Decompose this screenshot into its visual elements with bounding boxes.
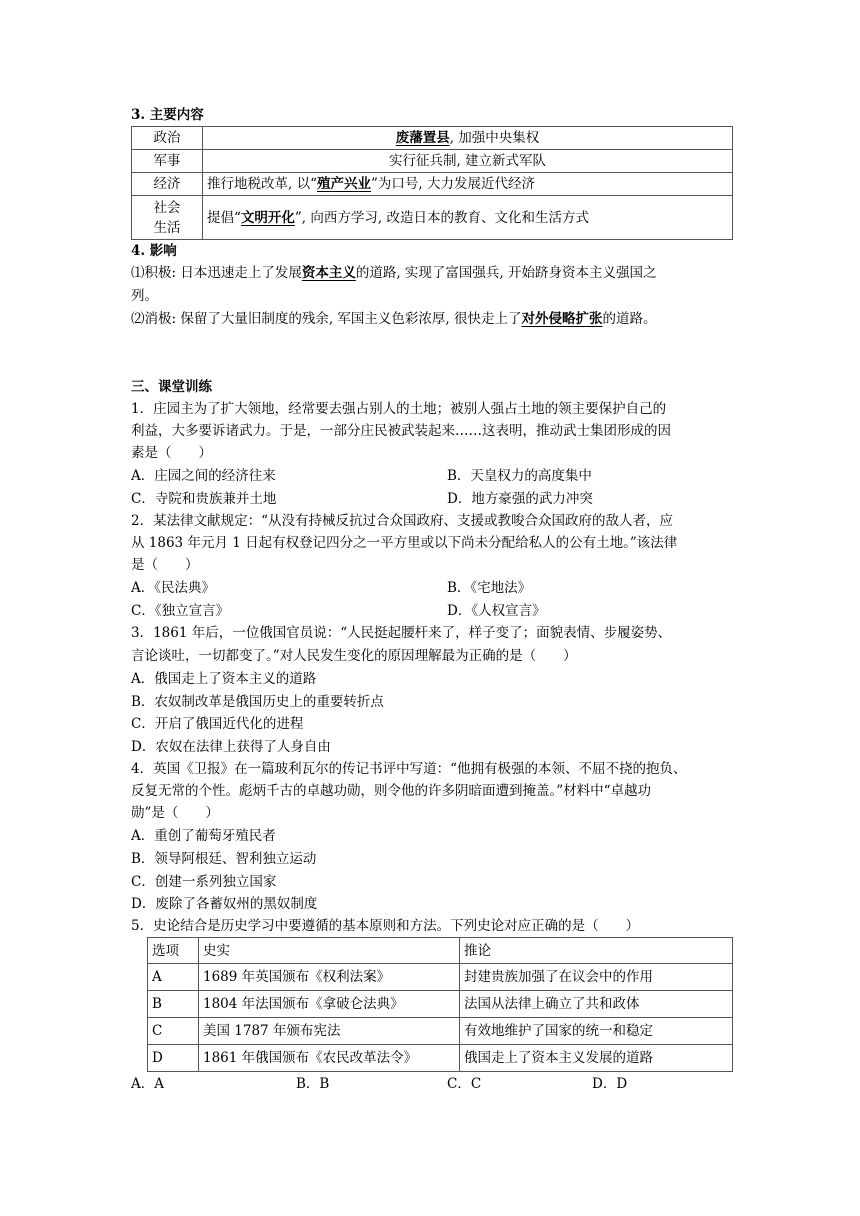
impact-positive-cont: 列。	[131, 288, 158, 304]
cell: 1861 年俄国颁布《农民改革法令》	[199, 1045, 460, 1072]
cell: 1804 年法国颁布《拿破仑法典》	[199, 991, 460, 1018]
table-header-row	[148, 938, 733, 964]
q4-option-b: B．领导阿根廷、智利独立运动	[131, 851, 317, 867]
q1-option-a: A．庄园之间的经济往来	[131, 468, 276, 484]
q1-option-c: C．寺院和贵族兼并土地	[131, 491, 277, 507]
question-4-line: 反复无常的个性。彪炳千古的卓越功勋，则令他的许多阴暗面遭到掩盖。”材料中“卓越功	[131, 783, 652, 799]
impact-negative: ⑵消极: 保留了大量旧制度的残余, 军国主义色彩浓厚, 很快走上了对外侵略扩张的道路。	[131, 311, 657, 327]
question-1-line: 素是（ ）	[131, 445, 212, 461]
q2-option-d: D．《人权宣言》	[447, 603, 546, 619]
question-5-line: 5．史论结合是历史学习中要遵循的基本原则和方法。下列史论对应正确的是（ ）	[131, 918, 640, 934]
q5-option-d: D．D	[592, 1076, 628, 1092]
table-row	[148, 1045, 733, 1072]
cell: 封建贵族加强了在议会中的作用	[460, 964, 733, 991]
q4-option-a: A．重创了葡萄牙殖民者	[131, 828, 276, 844]
cell: 法国从法律上确立了共和政体	[460, 991, 733, 1018]
q5-option-a: A．A	[131, 1076, 164, 1092]
row-value: 实行征兵制, 建立新式军队	[203, 150, 733, 173]
q2-option-a: A．《民法典》	[131, 580, 215, 596]
question-2-line: 是（ ）	[131, 557, 199, 573]
q3-option-a: A．俄国走上了资本主义的道路	[131, 671, 317, 687]
table-row	[132, 196, 733, 240]
col-header: 史实	[199, 938, 460, 964]
cell: 俄国走上了资本主义发展的道路	[460, 1045, 733, 1072]
impact-positive: ⑴积极: 日本迅速走上了发展资本主义的道路, 实现了富国强兵, 开始跻身资本主义强国之	[131, 265, 657, 281]
q4-option-d: D．废除了各蓄奴州的黑奴制度	[131, 896, 318, 912]
table-row	[132, 150, 733, 173]
question-1-line: 利益，大多要诉诸武力。于是，一部分庄民被武装起来……这表明，推动武士集团形成的因	[131, 423, 671, 439]
q1-option-b: B．天皇权力的高度集中	[447, 468, 592, 484]
question-4-line: 4．英国《卫报》在一篇玻利瓦尔的传记书评中写道：“他拥有极强的本领、不屈不挠的抱负、	[131, 761, 687, 777]
q2-option-b: B．《宅地法》	[447, 580, 532, 596]
row-key: 政治	[132, 127, 203, 150]
question-1-line: 1．庄园主为了扩大领地，经常要去强占别人的土地；被别人强占土地的领主要保护自己的	[131, 401, 667, 417]
cell: B	[148, 991, 199, 1018]
row-key: 经济	[132, 173, 203, 196]
table-row	[132, 173, 733, 196]
q2-option-c: C．《独立宣言》	[131, 603, 230, 619]
table-row	[148, 964, 733, 991]
question-4-line: 勋”是（ ）	[131, 805, 219, 821]
question-2-line: 2．某法律文献规定：“从没有持械反抗过合众国政府、支援或教唆合众国政府的敌人者，应	[131, 513, 673, 529]
training-heading: 三、课堂训练	[131, 379, 212, 395]
q4-option-c: C．创建一系列独立国家	[131, 874, 277, 890]
section-3-title: 3. 主要内容	[131, 107, 204, 123]
col-header: 选项	[148, 938, 199, 964]
cell: 美国 1787 年颁布宪法	[199, 1018, 460, 1045]
row-value: 提倡“文明开化”, 向西方学习, 改造日本的教育、文化和生活方式	[203, 196, 733, 240]
cell: D	[148, 1045, 199, 1072]
q5-option-b: B．B	[296, 1076, 330, 1092]
content-table	[131, 126, 733, 240]
question-3-line: 言论谈吐，一切都变了。”对人民发生变化的原因理解最为正确的是（ ）	[131, 648, 577, 664]
q5-option-c: C．C	[447, 1076, 482, 1092]
cell: C	[148, 1018, 199, 1045]
table-row	[132, 127, 733, 150]
q1-option-d: D．地方豪强的武力冲突	[447, 491, 593, 507]
col-header: 推论	[460, 938, 733, 964]
table-row	[148, 991, 733, 1018]
q3-option-d: D．农奴在法律上获得了人身自由	[131, 739, 331, 755]
question-3-line: 3．1861 年后，一位俄国官员说：“人民挺起腰杆来了，样子变了；面貌表情、步履姿势、	[131, 625, 672, 641]
history-table	[147, 937, 733, 1072]
row-value: 废藩置县, 加强中央集权	[203, 127, 733, 150]
row-key: 军事	[132, 150, 203, 173]
row-key: 社会 生活	[132, 196, 203, 240]
q3-option-c: C．开启了俄国近代化的进程	[131, 716, 304, 732]
row-value: 推行地税改革, 以“殖产兴业”为口号, 大力发展近代经济	[203, 173, 733, 196]
cell: A	[148, 964, 199, 991]
cell: 有效地维护了国家的统一和稳定	[460, 1018, 733, 1045]
table-row	[148, 1018, 733, 1045]
question-2-line: 从 1863 年元月 1 日起有权登记四分之一平方里或以下尚未分配给私人的公有土地。”该法律	[131, 535, 678, 551]
section-4-title: 4. 影响	[131, 243, 177, 259]
q3-option-b: B．农奴制改革是俄国历史上的重要转折点	[131, 694, 384, 710]
cell: 1689 年英国颁布《权利法案》	[199, 964, 460, 991]
